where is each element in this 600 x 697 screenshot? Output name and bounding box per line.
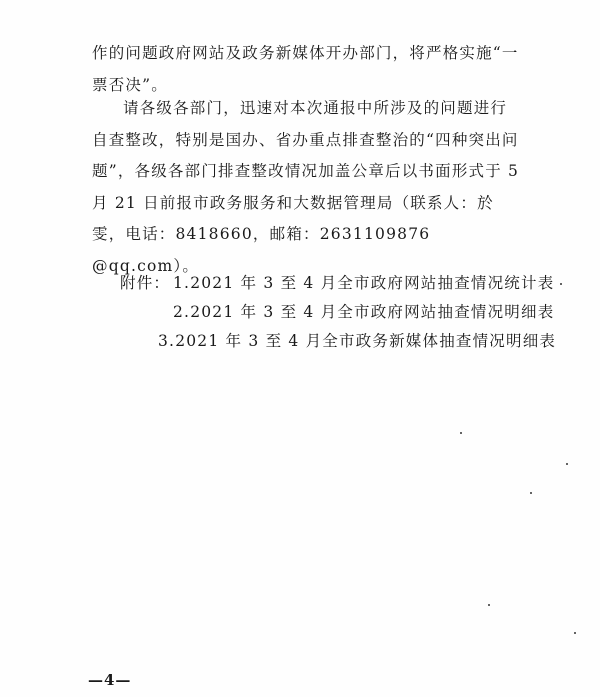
- page-number: —4—: [88, 671, 132, 689]
- scan-speck: [530, 492, 532, 494]
- attachment-label: 附件：: [120, 274, 171, 292]
- paragraph-1: 作的问题政府网站及政务新媒体开办部门，将严格实施“一票否决”。: [92, 44, 519, 94]
- scan-speck: [460, 432, 462, 434]
- scan-speck: [488, 604, 490, 606]
- attachment-item-3: 3.2021 年 3 至 4 月全市政务新媒体抽查情况明细表: [158, 332, 557, 350]
- attachment-item-2: 2.2021 年 3 至 4 月全市政府网站抽查情况明细表: [173, 303, 555, 321]
- attachment-item-1: 1.2021 年 3 至 4 月全市政府网站抽查情况统计表: [173, 274, 555, 292]
- paragraph-2: 请各级各部门，迅速对本次通报中所涉及的问题进行自查整改，特别是国办、省办重点排查整治的“四种突出问题”，各级各部门排查整改情况加盖公章后以书面形式于 5 月 21 日前报市政务服务和大数据管理局（联系人：於雯，电话：8418660，邮箱：2631109876 @qq.com）。: [92, 99, 520, 275]
- scan-speck: [560, 283, 562, 285]
- scan-speck: [566, 463, 568, 465]
- scan-speck: [574, 632, 576, 634]
